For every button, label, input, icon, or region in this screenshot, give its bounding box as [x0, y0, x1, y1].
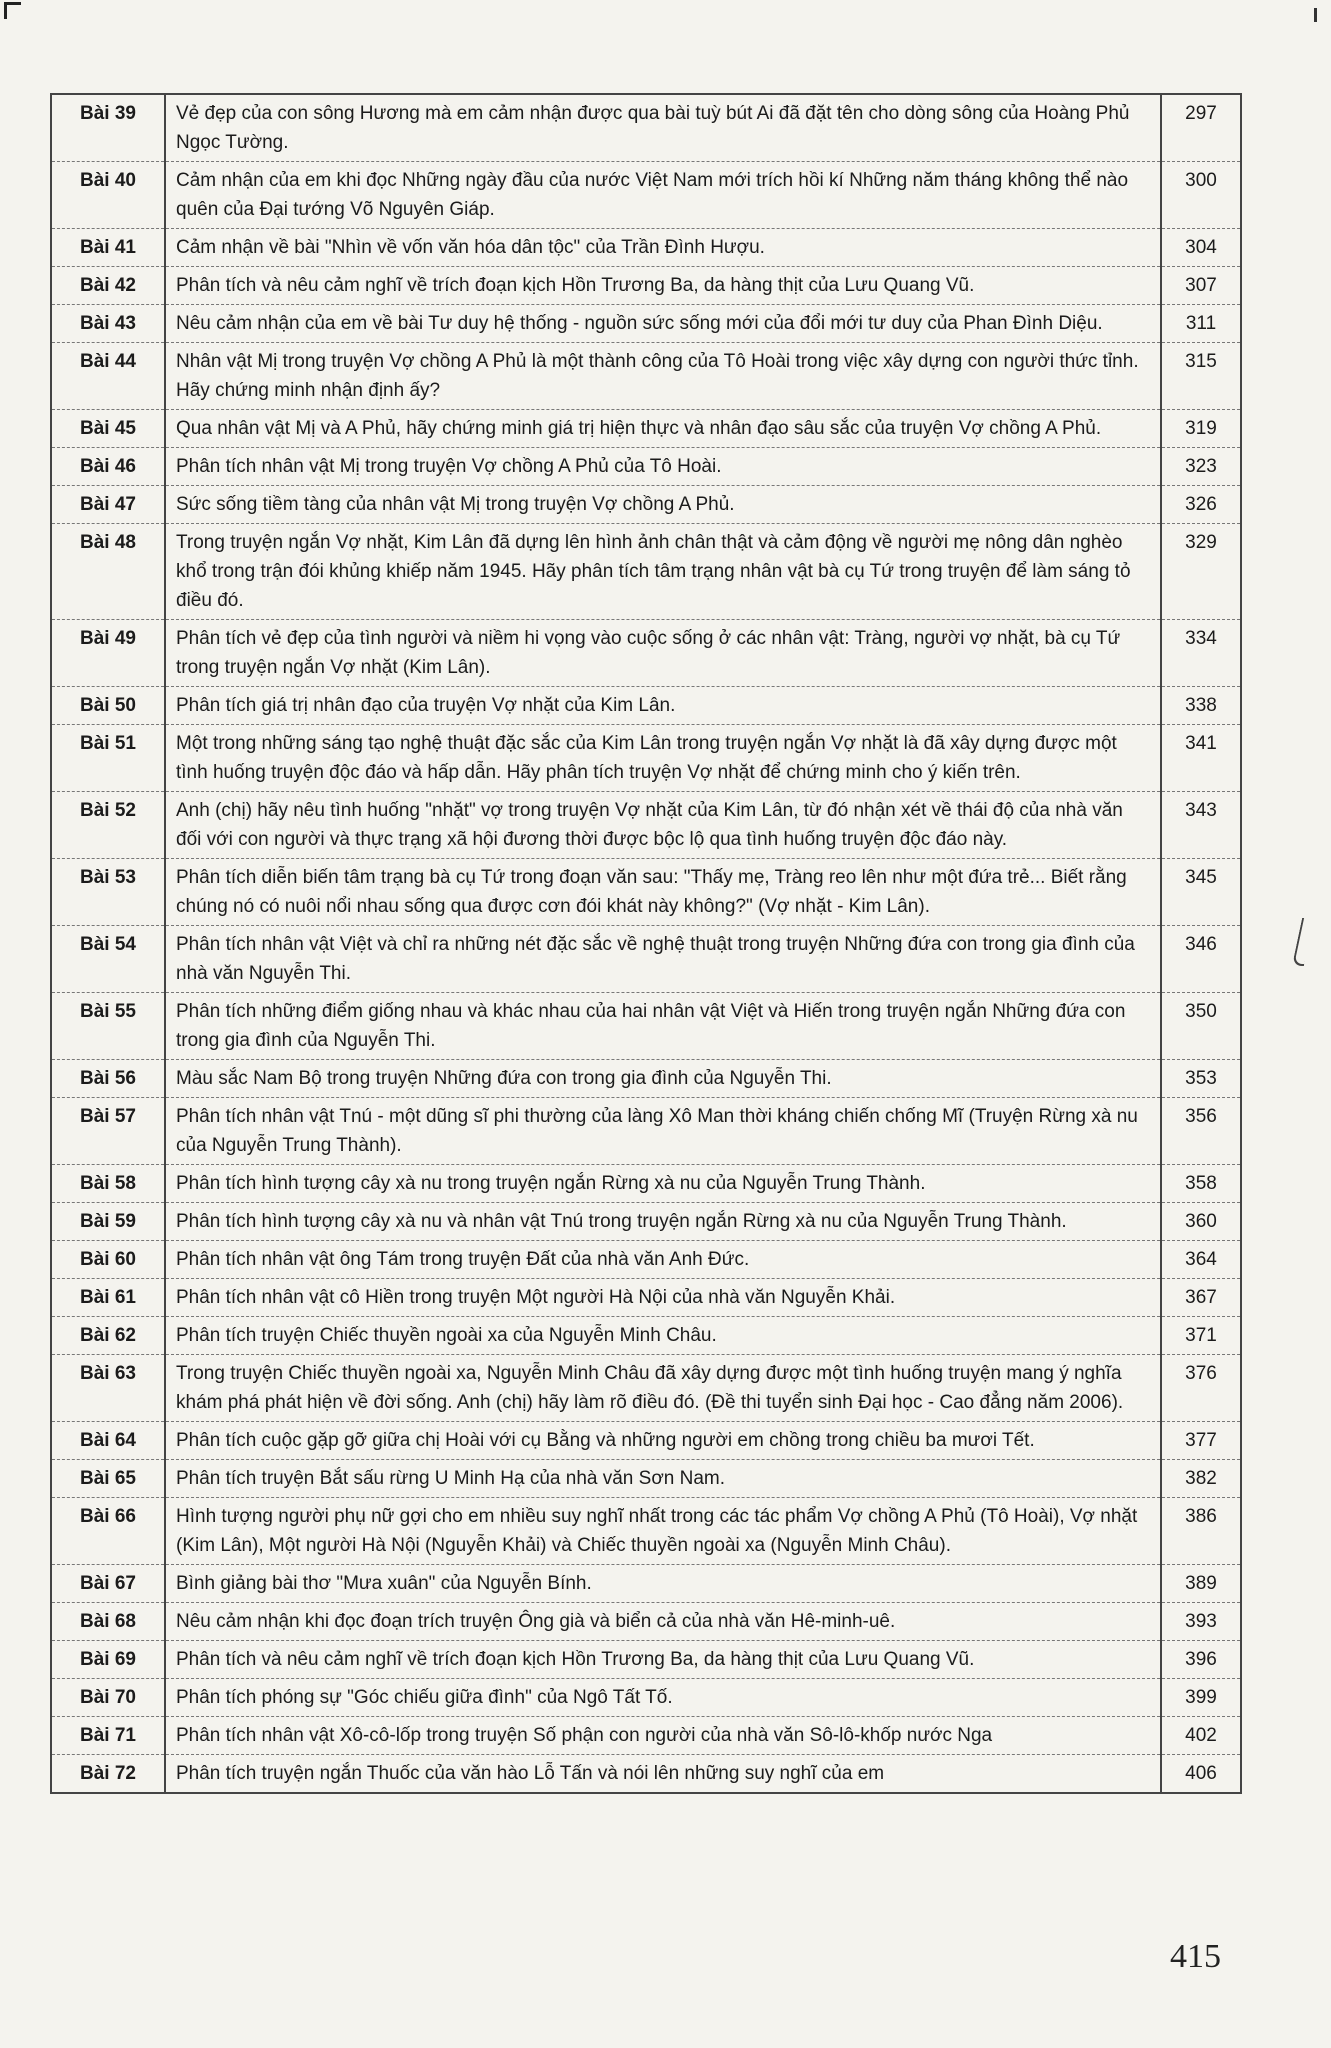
entry-number: Bài 45 [51, 410, 165, 448]
entry-page: 389 [1161, 1565, 1241, 1603]
entry-title: Nhân vật Mị trong truyện Vợ chồng A Phủ là một thành công của Tô Hoài trong việc xây dựng con người thức tỉnh. Hãy chứng minh nhận định ấy? [165, 343, 1161, 410]
toc-row [51, 620, 1241, 687]
toc-row [51, 1165, 1241, 1203]
toc-row [51, 486, 1241, 524]
toc-row [51, 343, 1241, 410]
toc-row [51, 1422, 1241, 1460]
entry-number: Bài 46 [51, 448, 165, 486]
entry-title: Phân tích nhân vật Xô-cô-lốp trong truyện Số phận con người của nhà văn Sô-lô-khốp nước Nga [165, 1717, 1161, 1755]
entry-number: Bài 40 [51, 162, 165, 229]
entry-page: 356 [1161, 1098, 1241, 1165]
entry-title: Qua nhân vật Mị và A Phủ, hãy chứng minh giá trị hiện thực và nhân đạo sâu sắc của truyện Vợ chồng A Phủ. [165, 410, 1161, 448]
entry-number: Bài 43 [51, 305, 165, 343]
entry-title: Phân tích truyện Chiếc thuyền ngoài xa của Nguyễn Minh Châu. [165, 1317, 1161, 1355]
corner-tick-mark [1314, 8, 1317, 22]
entry-page: 353 [1161, 1060, 1241, 1098]
entry-title: Nêu cảm nhận khi đọc đoạn trích truyện Ông già và biển cả của nhà văn Hê-minh-uê. [165, 1603, 1161, 1641]
toc-row [51, 926, 1241, 993]
entry-page: 350 [1161, 993, 1241, 1060]
toc-row [51, 859, 1241, 926]
toc-row [51, 1717, 1241, 1755]
entry-page: 399 [1161, 1679, 1241, 1717]
entry-number: Bài 64 [51, 1422, 165, 1460]
entry-number: Bài 67 [51, 1565, 165, 1603]
entry-title: Phân tích nhân vật Mị trong truyện Vợ chồng A Phủ của Tô Hoài. [165, 448, 1161, 486]
entry-title: Phân tích truyện Bắt sấu rừng U Minh Hạ của nhà văn Sơn Nam. [165, 1460, 1161, 1498]
toc-row [51, 687, 1241, 725]
entry-number: Bài 68 [51, 1603, 165, 1641]
toc-row [51, 1498, 1241, 1565]
entry-page: 343 [1161, 792, 1241, 859]
toc-row [51, 1565, 1241, 1603]
entry-title: Phân tích nhân vật Việt và chỉ ra những nét đặc sắc về nghệ thuật trong truyện Những đứa con trong gia đình của nhà văn Nguyễn Thi. [165, 926, 1161, 993]
entry-number: Bài 71 [51, 1717, 165, 1755]
entry-page: 338 [1161, 687, 1241, 725]
entry-page: 307 [1161, 267, 1241, 305]
entry-number: Bài 51 [51, 725, 165, 792]
entry-page: 376 [1161, 1355, 1241, 1422]
entry-title: Phân tích và nêu cảm nghĩ về trích đoạn kịch Hồn Trương Ba, da hàng thịt của Lưu Quang Vũ. [165, 267, 1161, 305]
entry-page: 360 [1161, 1203, 1241, 1241]
page-number: 415 [1170, 1938, 1221, 1975]
entry-page: 334 [1161, 620, 1241, 687]
entry-title: Phân tích hình tượng cây xà nu và nhân vật Tnú trong truyện ngắn Rừng xà nu của Nguyễn Trung Thành. [165, 1203, 1161, 1241]
table-of-contents [50, 93, 1242, 1794]
corner-crop-mark [4, 2, 21, 19]
entry-number: Bài 58 [51, 1165, 165, 1203]
entry-page: 377 [1161, 1422, 1241, 1460]
toc-row [51, 725, 1241, 792]
entry-number: Bài 57 [51, 1098, 165, 1165]
entry-number: Bài 42 [51, 267, 165, 305]
toc-row [51, 1460, 1241, 1498]
entry-page: 358 [1161, 1165, 1241, 1203]
entry-number: Bài 55 [51, 993, 165, 1060]
toc-row [51, 1203, 1241, 1241]
entry-page: 300 [1161, 162, 1241, 229]
margin-bracket-mark [1292, 918, 1314, 966]
toc-row [51, 267, 1241, 305]
entry-number: Bài 59 [51, 1203, 165, 1241]
toc-row [51, 1641, 1241, 1679]
entry-title: Màu sắc Nam Bộ trong truyện Những đứa con trong gia đình của Nguyễn Thi. [165, 1060, 1161, 1098]
entry-title: Anh (chị) hãy nêu tình huống "nhặt" vợ trong truyện Vợ nhặt của Kim Lân, từ đó nhận xét về thái độ của nhà văn đối với con người và thực trạng xã hội đương thời được bộc lộ qua tình huống truyện độc đáo này. [165, 792, 1161, 859]
entry-page: 297 [1161, 94, 1241, 162]
toc-row [51, 448, 1241, 486]
entry-title: Phân tích giá trị nhân đạo của truyện Vợ nhặt của Kim Lân. [165, 687, 1161, 725]
entry-number: Bài 49 [51, 620, 165, 687]
entry-number: Bài 63 [51, 1355, 165, 1422]
entry-number: Bài 61 [51, 1279, 165, 1317]
entry-title: Một trong những sáng tạo nghệ thuật đặc sắc của Kim Lân trong truyện ngắn Vợ nhặt là đã xây dựng được một tình huống truyện độc đáo và hấp dẫn. Hãy phân tích truyện Vợ nhặt để chứng minh cho ý kiến trên. [165, 725, 1161, 792]
toc-body [51, 94, 1241, 1793]
entry-title: Phân tích truyện ngắn Thuốc của văn hào Lỗ Tấn và nói lên những suy nghĩ của em [165, 1755, 1161, 1794]
entry-title: Bình giảng bài thơ "Mưa xuân" của Nguyễn Bính. [165, 1565, 1161, 1603]
entry-number: Bài 50 [51, 687, 165, 725]
entry-page: 323 [1161, 448, 1241, 486]
toc-row [51, 94, 1241, 162]
entry-title: Phân tích phóng sự "Góc chiếu giữa đình" của Ngô Tất Tố. [165, 1679, 1161, 1717]
entry-page: 304 [1161, 229, 1241, 267]
entry-number: Bài 69 [51, 1641, 165, 1679]
entry-title: Phân tích nhân vật Tnú - một dũng sĩ phi thường của làng Xô Man thời kháng chiến chống Mĩ (Truyện Rừng xà nu của Nguyễn Trung Thành). [165, 1098, 1161, 1165]
entry-page: 364 [1161, 1241, 1241, 1279]
entry-page: 319 [1161, 410, 1241, 448]
toc-row [51, 1355, 1241, 1422]
entry-number: Bài 72 [51, 1755, 165, 1794]
entry-number: Bài 70 [51, 1679, 165, 1717]
entry-page: 396 [1161, 1641, 1241, 1679]
entry-title: Phân tích những điểm giống nhau và khác nhau của hai nhân vật Việt và Hiến trong truyện ngắn Những đứa con trong gia đình của Nguyễn Thi. [165, 993, 1161, 1060]
toc-row [51, 410, 1241, 448]
entry-title: Phân tích vẻ đẹp của tình người và niềm hi vọng vào cuộc sống ở các nhân vật: Tràng, người vợ nhặt, bà cụ Tứ trong truyện ngắn Vợ nhặt (Kim Lân). [165, 620, 1161, 687]
entry-page: 326 [1161, 486, 1241, 524]
toc-row [51, 162, 1241, 229]
entry-page: 311 [1161, 305, 1241, 343]
entry-page: 393 [1161, 1603, 1241, 1641]
entry-number: Bài 62 [51, 1317, 165, 1355]
entry-page: 386 [1161, 1498, 1241, 1565]
entry-number: Bài 39 [51, 94, 165, 162]
entry-title: Nêu cảm nhận của em về bài Tư duy hệ thống - nguồn sức sống mới của đổi mới tư duy của Phan Đình Diệu. [165, 305, 1161, 343]
entry-title: Phân tích nhân vật cô Hiền trong truyện Một người Hà Nội của nhà văn Nguyễn Khải. [165, 1279, 1161, 1317]
toc-row [51, 792, 1241, 859]
entry-number: Bài 47 [51, 486, 165, 524]
entry-title: Cảm nhận về bài "Nhìn về vốn văn hóa dân tộc" của Trần Đình Hượu. [165, 229, 1161, 267]
entry-title: Hình tượng người phụ nữ gợi cho em nhiều suy nghĩ nhất trong các tác phẩm Vợ chồng A Phủ (Tô Hoài), Vợ nhặt (Kim Lân), Một người Hà Nội (Nguyễn Khải) và Chiếc thuyền ngoài xa (Nguyễn Minh Châu). [165, 1498, 1161, 1565]
toc-row [51, 305, 1241, 343]
entry-number: Bài 54 [51, 926, 165, 993]
entry-number: Bài 44 [51, 343, 165, 410]
entry-number: Bài 41 [51, 229, 165, 267]
entry-page: 329 [1161, 524, 1241, 620]
toc-row [51, 1317, 1241, 1355]
toc-row [51, 1241, 1241, 1279]
entry-number: Bài 65 [51, 1460, 165, 1498]
entry-title: Sức sống tiềm tàng của nhân vật Mị trong truyện Vợ chồng A Phủ. [165, 486, 1161, 524]
toc-row [51, 1679, 1241, 1717]
entry-title: Trong truyện Chiếc thuyền ngoài xa, Nguyễn Minh Châu đã xây dựng được một tình huống truyện mang ý nghĩa khám phá phát hiện về đời sống. Anh (chị) hãy làm rõ điều đó. (Đề thi tuyển sinh Đại học - Cao đẳng năm 2006). [165, 1355, 1161, 1422]
toc-row [51, 1098, 1241, 1165]
toc-row [51, 1603, 1241, 1641]
entry-title: Cảm nhận của em khi đọc Những ngày đầu của nước Việt Nam mới trích hồi kí Những năm tháng không thể nào quên của Đại tướng Võ Nguyên Giáp. [165, 162, 1161, 229]
entry-number: Bài 66 [51, 1498, 165, 1565]
entry-title: Trong truyện ngắn Vợ nhặt, Kim Lân đã dựng lên hình ảnh chân thật và cảm động về người mẹ nông dân nghèo khổ trong trận đói khủng khiếp năm 1945. Hãy phân tích tâm trạng nhân vật bà cụ Tứ trong truyện để làm sáng tỏ điều đó. [165, 524, 1161, 620]
entry-number: Bài 48 [51, 524, 165, 620]
entry-page: 371 [1161, 1317, 1241, 1355]
toc-row [51, 229, 1241, 267]
entry-page: 406 [1161, 1755, 1241, 1794]
toc-row [51, 1755, 1241, 1794]
toc-row [51, 993, 1241, 1060]
toc-row [51, 1060, 1241, 1098]
entry-number: Bài 56 [51, 1060, 165, 1098]
entry-title: Vẻ đẹp của con sông Hương mà em cảm nhận được qua bài tuỳ bút Ai đã đặt tên cho dòng sông của Hoàng Phủ Ngọc Tường. [165, 94, 1161, 162]
entry-title: Phân tích hình tượng cây xà nu trong truyện ngắn Rừng xà nu của Nguyễn Trung Thành. [165, 1165, 1161, 1203]
entry-title: Phân tích cuộc gặp gỡ giữa chị Hoài với cụ Bằng và những người em chồng trong chiều ba mươi Tết. [165, 1422, 1161, 1460]
entry-number: Bài 52 [51, 792, 165, 859]
entry-page: 367 [1161, 1279, 1241, 1317]
entry-title: Phân tích diễn biến tâm trạng bà cụ Tứ trong đoạn văn sau: "Thấy mẹ, Tràng reo lên như một đứa trẻ... Biết rằng chúng nó có nuôi nổi nhau sống qua được cơn đói khát này không?" (Vợ nhặt - Kim Lân). [165, 859, 1161, 926]
entry-page: 315 [1161, 343, 1241, 410]
entry-number: Bài 53 [51, 859, 165, 926]
entry-title: Phân tích nhân vật ông Tám trong truyện Đất của nhà văn Anh Đức. [165, 1241, 1161, 1279]
toc-row [51, 524, 1241, 620]
entry-page: 346 [1161, 926, 1241, 993]
entry-number: Bài 60 [51, 1241, 165, 1279]
entry-page: 345 [1161, 859, 1241, 926]
entry-page: 341 [1161, 725, 1241, 792]
entry-title: Phân tích và nêu cảm nghĩ về trích đoạn kịch Hồn Trương Ba, da hàng thịt của Lưu Quang Vũ. [165, 1641, 1161, 1679]
entry-page: 402 [1161, 1717, 1241, 1755]
toc-row [51, 1279, 1241, 1317]
entry-page: 382 [1161, 1460, 1241, 1498]
